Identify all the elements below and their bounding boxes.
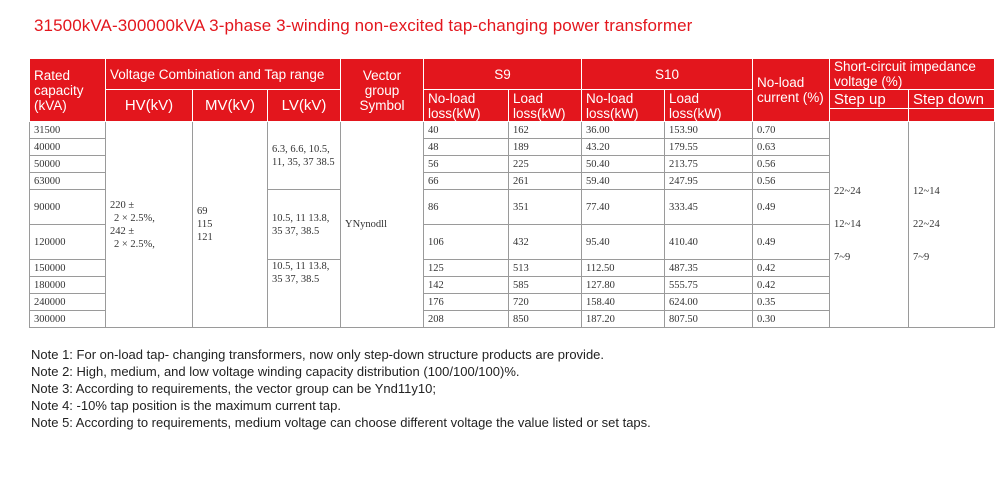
cell-capacity: 300000 [30, 311, 106, 328]
note-4: Note 4: -10% tap position is the maximum current tap. [31, 398, 341, 413]
header-step-up-spacer [830, 109, 909, 122]
cell-s9-load: 432 [509, 225, 582, 260]
cell-s10-no-load: 187.20 [582, 311, 665, 328]
hv-text-1: 220 ± [110, 199, 135, 211]
cell-s10-no-load: 158.40 [582, 294, 665, 311]
cell-s10-no-load: 59.40 [582, 173, 665, 190]
cell-s10-load: 624.00 [665, 294, 753, 311]
table-row [30, 122, 995, 139]
cell-no-load-current: 0.42 [753, 260, 830, 277]
cell-s10-no-load: 127.80 [582, 277, 665, 294]
cell-s10-no-load: 36.00 [582, 122, 665, 139]
mv-text-2: 115 [197, 219, 213, 230]
cell-step-up-merged [830, 122, 909, 328]
cell-lv-group-2: 10.5, 11 13.8, 35 37, 38.5 [268, 190, 341, 260]
header-s10-load-loss: Load loss(kW) [665, 90, 753, 122]
cell-s9-load: 351 [509, 190, 582, 225]
cell-s9-no-load: 106 [424, 225, 509, 260]
cell-lv-group-1: 6.3, 6.6, 10.5, 11, 35, 37 38.5 [268, 122, 341, 190]
cell-hv-merged [106, 122, 193, 328]
header-s9-load-loss: Load loss(kW) [509, 90, 582, 122]
cell-s10-load: 487.35 [665, 260, 753, 277]
note-3: Note 3: According to requirements, the vector group can be Ynd11y10; [31, 381, 436, 396]
header-s9: S9 [424, 59, 582, 90]
cell-capacity: 180000 [30, 277, 106, 294]
cell-s10-load: 333.45 [665, 190, 753, 225]
mv-text-3: 121 [197, 232, 213, 243]
header-short-circuit: Short-circuit impedance voltage (%) [830, 59, 995, 90]
cell-s9-load: 585 [509, 277, 582, 294]
cell-s10-no-load: 95.40 [582, 225, 665, 260]
cell-capacity: 240000 [30, 294, 106, 311]
cell-s9-no-load: 48 [424, 139, 509, 156]
cell-s9-no-load: 86 [424, 190, 509, 225]
cell-s10-load: 410.40 [665, 225, 753, 260]
header-mv: MV(kV) [193, 90, 268, 122]
cell-s9-no-load: 56 [424, 156, 509, 173]
header-step-down-spacer [909, 109, 995, 122]
header-voltage-combination: Voltage Combination and Tap range [106, 59, 341, 90]
cell-s9-no-load: 176 [424, 294, 509, 311]
cell-step-down-merged [909, 122, 995, 328]
sc-up-1: 22~24 [834, 186, 861, 197]
cell-s10-load: 179.55 [665, 139, 753, 156]
mv-text-1: 69 [197, 206, 208, 217]
header-lv: LV(kV) [268, 90, 341, 122]
cell-s10-load: 213.75 [665, 156, 753, 173]
cell-s10-load: 555.75 [665, 277, 753, 294]
sc-down-1: 12~14 [913, 186, 940, 197]
header-hv: HV(kV) [106, 90, 193, 122]
cell-capacity: 31500 [30, 122, 106, 139]
cell-no-load-current: 0.49 [753, 190, 830, 225]
cell-s9-load: 225 [509, 156, 582, 173]
hv-text-3: 242 ± [110, 225, 135, 237]
header-s9-no-load-loss: No-load loss(kW) [424, 90, 509, 122]
cell-no-load-current: 0.70 [753, 122, 830, 139]
cell-no-load-current: 0.35 [753, 294, 830, 311]
cell-s10-no-load: 77.40 [582, 190, 665, 225]
cell-s10-no-load: 50.40 [582, 156, 665, 173]
cell-s10-no-load: 112.50 [582, 260, 665, 277]
header-s10: S10 [582, 59, 753, 90]
sc-up-2: 12~14 [834, 219, 861, 230]
hv-text-2: 2 × 2.5%, [114, 212, 155, 224]
note-2: Note 2: High, medium, and low voltage winding capacity distribution (100/100/100)%. [31, 364, 520, 379]
cell-capacity: 40000 [30, 139, 106, 156]
header-step-up: Step up [830, 90, 909, 109]
cell-s9-load: 261 [509, 173, 582, 190]
cell-s10-no-load: 43.20 [582, 139, 665, 156]
cell-s9-no-load: 66 [424, 173, 509, 190]
header-s10-no-load-loss: No-load loss(kW) [582, 90, 665, 122]
cell-s9-no-load: 142 [424, 277, 509, 294]
cell-no-load-current: 0.56 [753, 156, 830, 173]
cell-s9-load: 720 [509, 294, 582, 311]
cell-no-load-current: 0.63 [753, 139, 830, 156]
cell-s9-no-load: 208 [424, 311, 509, 328]
cell-vector-group: YNynodll [341, 122, 424, 328]
cell-capacity: 90000 [30, 190, 106, 225]
cell-capacity: 120000 [30, 225, 106, 260]
cell-capacity: 150000 [30, 260, 106, 277]
sc-down-3: 7~9 [913, 252, 930, 263]
cell-capacity: 63000 [30, 173, 106, 190]
header-vector-group: Vector group Symbol [341, 59, 424, 122]
cell-s9-no-load: 125 [424, 260, 509, 277]
header-no-load-current: No-load current (%) [753, 59, 830, 122]
sc-up-3: 7~9 [834, 252, 851, 263]
cell-mv-merged [193, 122, 268, 328]
note-5: Note 5: According to requirements, medium voltage can choose different voltage the value listed or set taps. [31, 415, 651, 430]
cell-capacity: 50000 [30, 156, 106, 173]
cell-no-load-current: 0.30 [753, 311, 830, 328]
cell-s9-load: 189 [509, 139, 582, 156]
hv-text-4: 2 × 2.5%, [114, 238, 155, 250]
header-rated-capacity: Rated capacity (kVA) [30, 59, 106, 122]
cell-s9-load: 850 [509, 311, 582, 328]
header-step-down: Step down [909, 90, 995, 109]
sc-down-2: 22~24 [913, 219, 940, 230]
cell-s10-load: 153.90 [665, 122, 753, 139]
cell-no-load-current: 0.49 [753, 225, 830, 260]
notes-section [31, 346, 651, 431]
transformer-spec-table [29, 58, 995, 328]
cell-no-load-current: 0.42 [753, 277, 830, 294]
cell-no-load-current: 0.56 [753, 173, 830, 190]
page-title: 31500kVA-300000kVA 3-phase 3-winding non-excited tap-changing power transformer [34, 16, 693, 35]
cell-s10-load: 247.95 [665, 173, 753, 190]
cell-s9-load: 162 [509, 122, 582, 139]
cell-s9-no-load: 40 [424, 122, 509, 139]
note-1: Note 1: For on-load tap- changing transformers, now only step-down structure products are provide. [31, 347, 605, 362]
cell-lv-group-3: 10.5, 11 13.8, 35 37, 38.5 [268, 260, 341, 328]
cell-s9-load: 513 [509, 260, 582, 277]
cell-s10-load: 807.50 [665, 311, 753, 328]
